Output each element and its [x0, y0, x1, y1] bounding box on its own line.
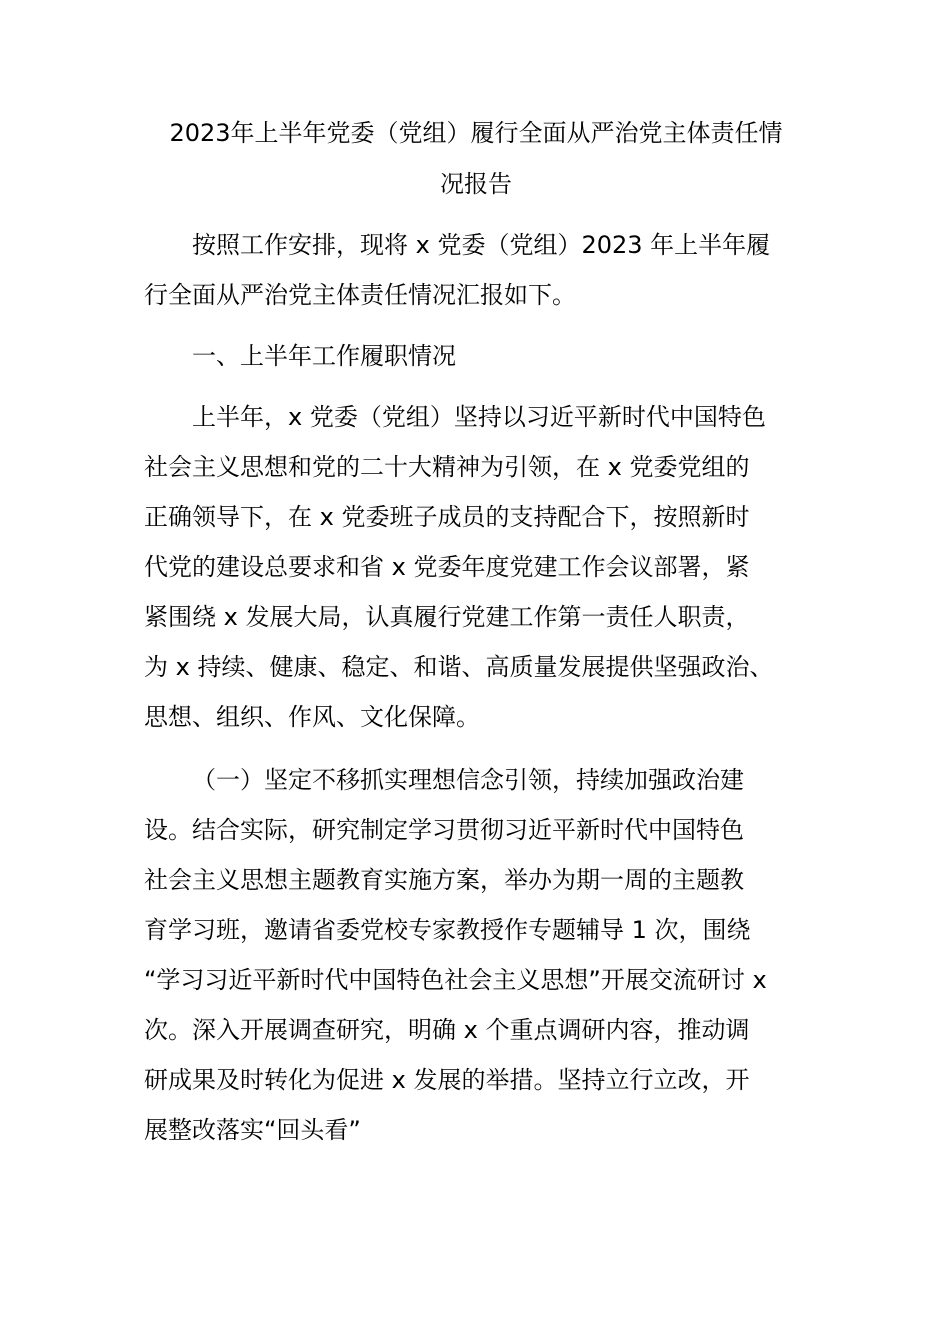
para1-line-4: 代党的建设总要求和省 x 党委年度党建工作会议部署，紧: [144, 553, 750, 581]
section-heading-1: 一、上半年工作履职情况: [192, 342, 456, 370]
para2-line-8: 展整改落实“回头看”: [144, 1116, 361, 1144]
para2-line-3: 社会主义思想主题教育实施方案，举办为期一周的主题教: [144, 866, 744, 894]
para1-line-6: 为 x 持续、健康、稳定、和谐、高质量发展提供坚强政治、: [144, 653, 774, 681]
para1-line-3: 正确领导下，在 x 党委班子成员的支持配合下，按照新时: [144, 503, 750, 531]
document-page: [144, 0, 808, 1344]
para1-line-7: 思想、组织、作风、文化保障。: [144, 703, 480, 731]
para2-line-1: （一）坚定不移抓实理想信念引领，持续加强政治建: [192, 766, 744, 794]
intro-line-2: 行全面从严治党主体责任情况汇报如下。: [144, 281, 576, 309]
para1-line-5: 紧围绕 x 发展大局，认真履行党建工作第一责任人职责，: [144, 603, 750, 631]
para2-line-4: 育学习班，邀请省委党校专家教授作专题辅导 1 次，围绕: [144, 916, 751, 944]
document-title-line-1: 2023年上半年党委（党组）履行全面从严治党主体责任情: [169, 119, 783, 147]
para2-line-6: 次。深入开展调查研究，明确 x 个重点调研内容，推动调: [144, 1016, 750, 1044]
document-title-line-2: 况报告: [440, 170, 512, 198]
para2-line-2: 设。结合实际，研究制定学习贯彻习近平新时代中国特色: [144, 816, 744, 844]
intro-line-1: 按照工作安排，现将 x 党委（党组）2023 年上半年履: [192, 231, 771, 259]
para1-line-2: 社会主义思想和党的二十大精神为引领，在 x 党委党组的: [144, 453, 750, 481]
para1-line-1: 上半年，x 党委（党组）坚持以习近平新时代中国特色: [192, 403, 766, 431]
para2-line-7: 研成果及时转化为促进 x 发展的举措。坚持立行立改，开: [144, 1066, 750, 1094]
para2-line-5: “学习习近平新时代中国特色社会主义思想”开展交流研讨 x: [144, 966, 767, 994]
